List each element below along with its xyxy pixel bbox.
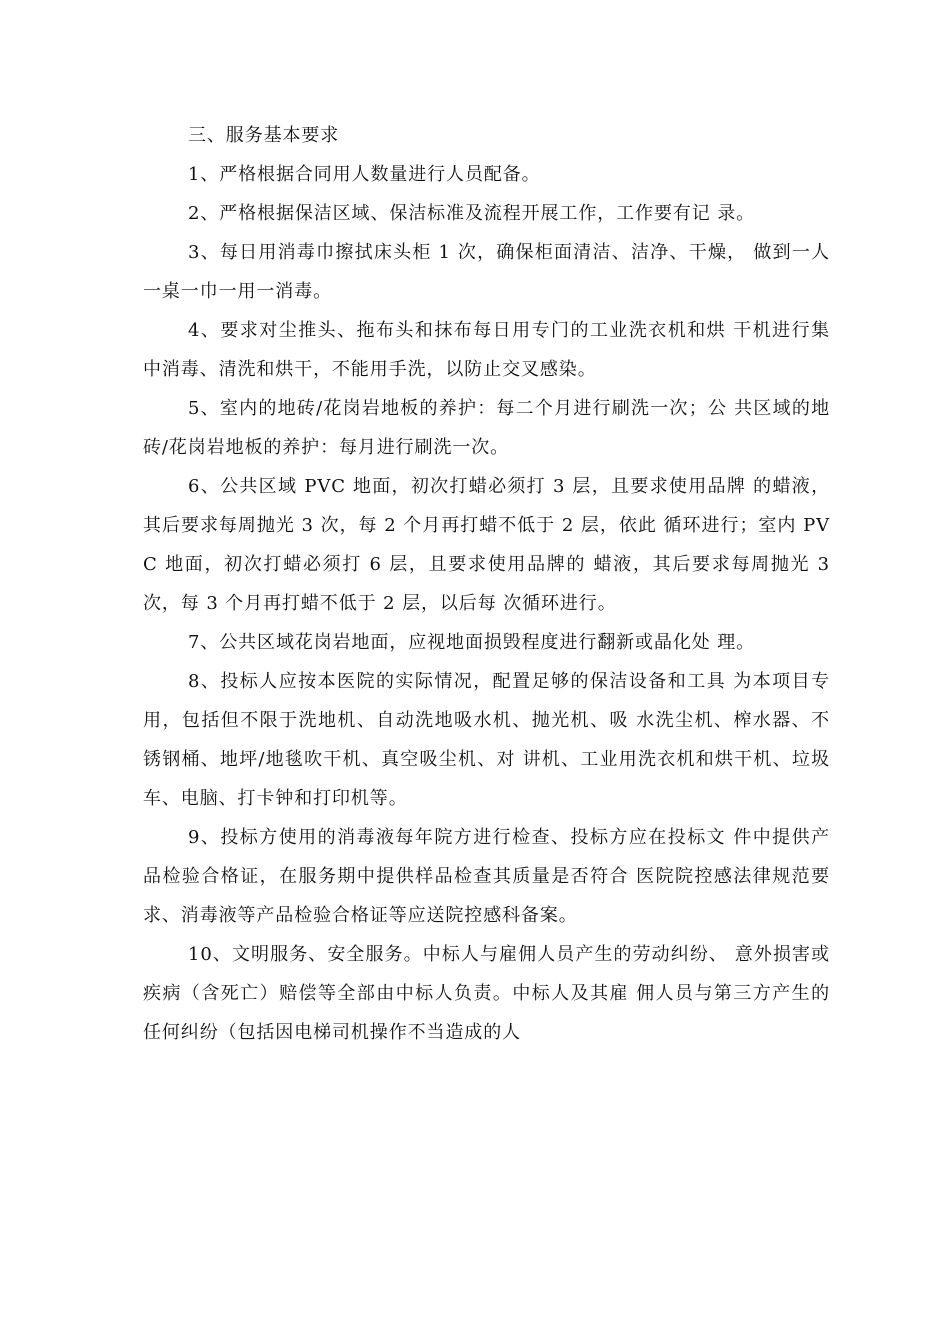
document-body bbox=[143, 116, 830, 1052]
requirement-item-9: 9、投标方使用的消毒液每年院方进行检查、投标方应在投标文 件中提供产品检验合格证，在服务期中提供样品检查其质量是否符合 医院院控感法律规范要求、消毒液等产品检验合格证等应送院控感科备案。 bbox=[143, 827, 830, 926]
requirement-item-6: 6、公共区域 PVC 地面，初次打蜡必须打 3 层，且要求使用品牌 的蜡液，其后要求每周抛光 3 次，每 2 个月再打蜡不低于 2 层，依此 循环进行；室内 PVC 地面，初次打蜡必须打 6 层，且要求使用品牌的 蜡液，其后要求每周抛光 3 次，每 3 个月再打蜡不低于 2 层，以后每 次循环进行。 bbox=[143, 476, 830, 614]
requirement-item-4: 4、要求对尘推头、拖布头和抹布每日用专门的工业洗衣机和烘 干机进行集中消毒、清洗和烘干，不能用手洗，以防止交叉感染。 bbox=[143, 320, 830, 380]
section-heading: 三、服务基本要求 bbox=[188, 125, 340, 146]
requirement-item-7: 7、公共区域花岗岩地面，应视地面损毁程度进行翻新或晶化处 理。 bbox=[188, 632, 756, 653]
requirement-item-5: 5、室内的地砖/花岗岩地板的养护：每二个月进行刷洗一次；公 共区域的地砖/花岗岩地板的养护：每月进行刷洗一次。 bbox=[143, 398, 830, 458]
requirement-item-1: 1、严格根据合同用人数量进行人员配备。 bbox=[188, 164, 541, 185]
requirement-item-10: 10、文明服务、安全服务。中标人与雇佣人员产生的劳动纠纷、 意外损害或疾病（含死亡）赔偿等全部由中标人负责。中标人及其雇 佣人员与第三方产生的任何纠纷（包括因电梯司机操作不当造成的人 bbox=[143, 944, 830, 1043]
requirement-item-2: 2、严格根据保洁区域、保洁标准及流程开展工作，工作要有记 录。 bbox=[188, 203, 756, 224]
requirement-item-8: 8、投标人应按本医院的实际情况，配置足够的保洁设备和工具 为本项目专用，包括但不限于洗地机、自动洗地吸水机、抛光机、吸 水洗尘机、榨水器、不锈钢桶、地坪/地毯吹干机、真空吸尘机、对 讲机、工业用洗衣机和烘干机、垃圾车、电脑、打卡钟和打印机等。 bbox=[143, 671, 830, 809]
requirement-item-3: 3、每日用消毒巾擦拭床头柜 1 次，确保柜面清洁、洁净、干燥， 做到一人一桌一巾一用一消毒。 bbox=[143, 242, 830, 302]
